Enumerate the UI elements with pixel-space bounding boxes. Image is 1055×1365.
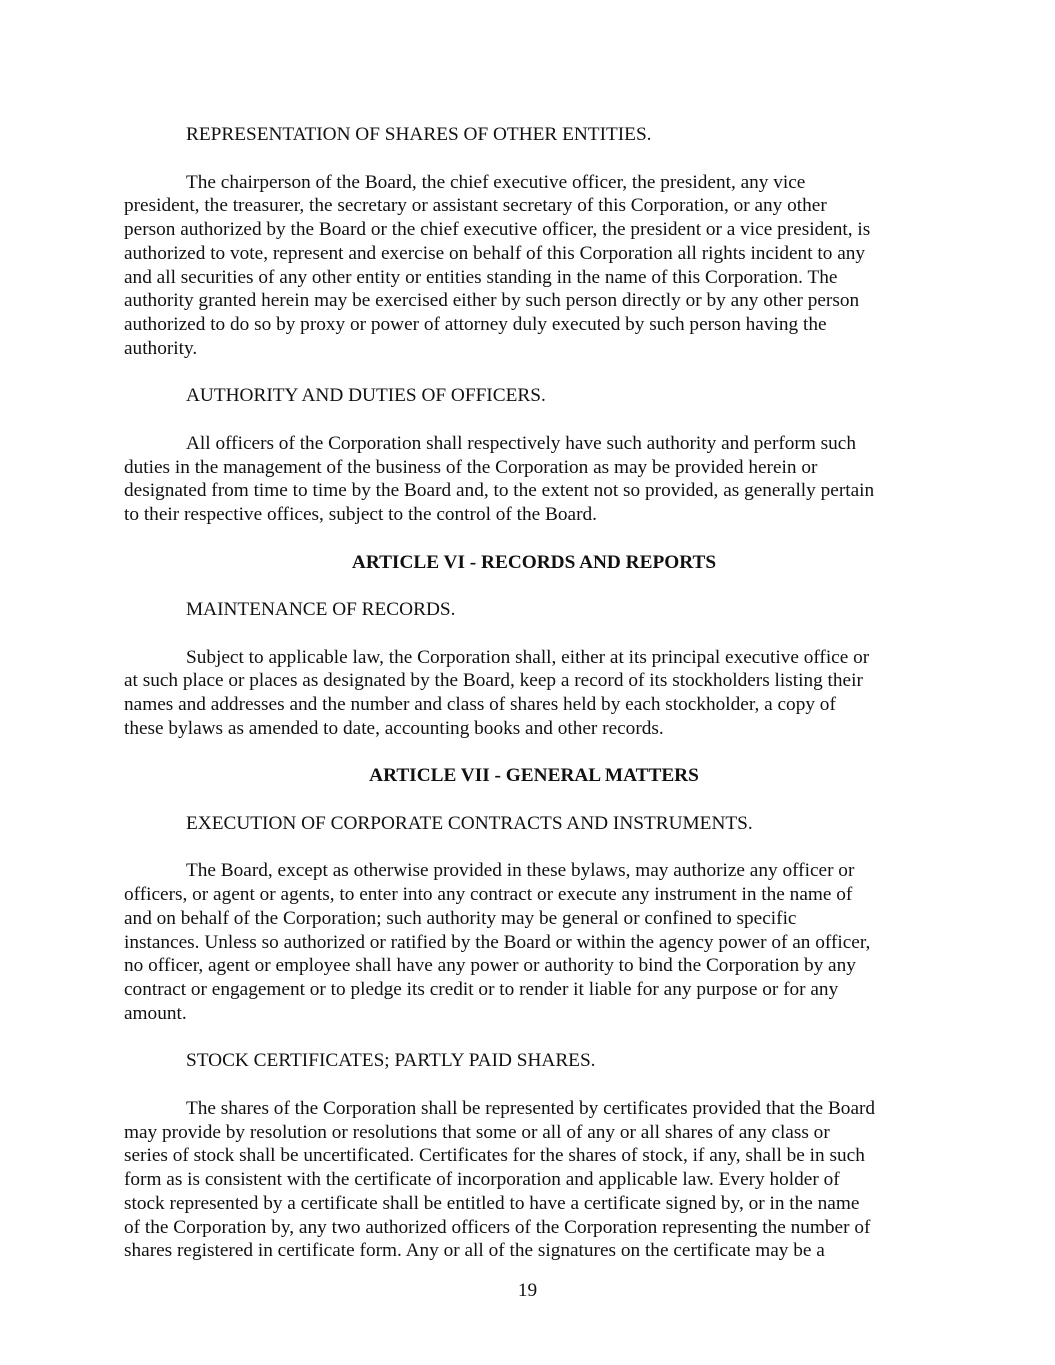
- text-line: these bylaws as amended to date, accounting books and other records.: [124, 717, 664, 739]
- text-line: duties in the management of the business of the Corporation as may be provided herein or: [124, 456, 818, 478]
- text-line: authorized to vote, represent and exercise on behalf of this Corporation all rights incident to any: [124, 242, 866, 264]
- text-line: The shares of the Corporation shall be represented by certificates provided that the Board: [186, 1097, 876, 1119]
- section-heading: [124, 1049, 944, 1073]
- text-line: shares registered in certificate form. Any or all of the signatures on the certificate may be a: [124, 1240, 825, 1262]
- text-line: president, the treasurer, the secretary or assistant secretary of this Corporation, or any other: [124, 195, 827, 217]
- section-heading: [124, 384, 944, 408]
- text-line: authority.: [124, 337, 198, 359]
- text-line: The chairperson of the Board, the chief executive officer, the president, any vice: [186, 171, 806, 193]
- text-line: no officer, agent or employee shall have any power or authority to bind the Corporation by any: [124, 955, 856, 977]
- paragraph: [124, 1097, 944, 1263]
- page-number: 19: [517, 1280, 538, 1301]
- text-line: ARTICLE VII - GENERAL MATTERS: [369, 765, 699, 787]
- text-line: Subject to applicable law, the Corporation shall, either at its principal executive office or: [186, 646, 870, 668]
- text-line: REPRESENTATION OF SHARES OF OTHER ENTITIES.: [186, 124, 652, 145]
- article-title: [124, 764, 944, 788]
- text-line: person authorized by the Board or the chief executive officer, the president or a vice president, is: [124, 219, 871, 240]
- paragraph: [124, 859, 944, 1025]
- text-line: authorized to do so by proxy or power of attorney duly executed by such person having the: [124, 314, 827, 335]
- text-line: may provide by resolution or resolutions that some or all of any or all shares of any class or: [124, 1121, 830, 1143]
- text-line: of the Corporation by, any two authorized officers of the Corporation representing the number of: [124, 1216, 871, 1238]
- section-heading: [124, 123, 944, 147]
- text-line: at such place or places as designated by the Board, keep a record of its stockholders listing their: [124, 670, 863, 692]
- paragraph: [124, 432, 944, 527]
- text-line: authority granted herein may be exercised either by such person directly or by any other person: [124, 290, 860, 312]
- text-line: designated from time to time by the Board and, to the extent not so provided, as generally pertain: [124, 480, 875, 502]
- text-line: instances. Unless so authorized or ratified by the Board or within the agency power of an officer,: [124, 931, 871, 953]
- section-heading: [124, 812, 944, 836]
- text-line: EXECUTION OF CORPORATE CONTRACTS AND INSTRUMENTS.: [186, 812, 753, 834]
- text-line: officers, or agent or agents, to enter into any contract or execute any instrument in the name of: [124, 884, 853, 905]
- text-line: ARTICLE VI - RECORDS AND REPORTS: [351, 551, 717, 573]
- text-line: form as is consistent with the certificate of incorporation and applicable law. Every holder of: [124, 1169, 840, 1190]
- text-line: and on behalf of the Corporation; such authority may be general or confined to specific: [124, 907, 797, 929]
- text-line: AUTHORITY AND DUTIES OF OFFICERS.: [186, 385, 546, 407]
- text-line: names and addresses and the number and class of shares held by each stockholder, a copy of: [124, 694, 836, 715]
- text-line: series of stock shall be uncertificated. Certificates for the shares of stock, if any, shall be in such: [124, 1145, 865, 1167]
- text-line: STOCK CERTIFICATES; PARTLY PAID SHARES.: [186, 1050, 596, 1072]
- article-title: [124, 551, 944, 575]
- text-line: stock represented by a certificate shall be entitled to have a certificate signed by, or in the name: [124, 1192, 860, 1214]
- section-heading: [124, 598, 944, 622]
- text-line: The Board, except as otherwise provided in these bylaws, may authorize any officer or: [186, 860, 855, 882]
- text-line: amount.: [124, 1002, 187, 1024]
- text-line: contract or engagement or to pledge its credit or to render it liable for any purpose or for any: [124, 979, 839, 1000]
- text-line: All officers of the Corporation shall respectively have such authority and perform such: [186, 432, 857, 454]
- text-line: to their respective offices, subject to the control of the Board.: [124, 504, 597, 525]
- text-line: MAINTENANCE OF RECORDS.: [186, 599, 456, 620]
- paragraph: [124, 171, 944, 361]
- text-line: and all securities of any other entity or entities standing in the name of this Corporation. The: [124, 266, 838, 288]
- document-body: [124, 123, 944, 1287]
- paragraph: [124, 646, 944, 741]
